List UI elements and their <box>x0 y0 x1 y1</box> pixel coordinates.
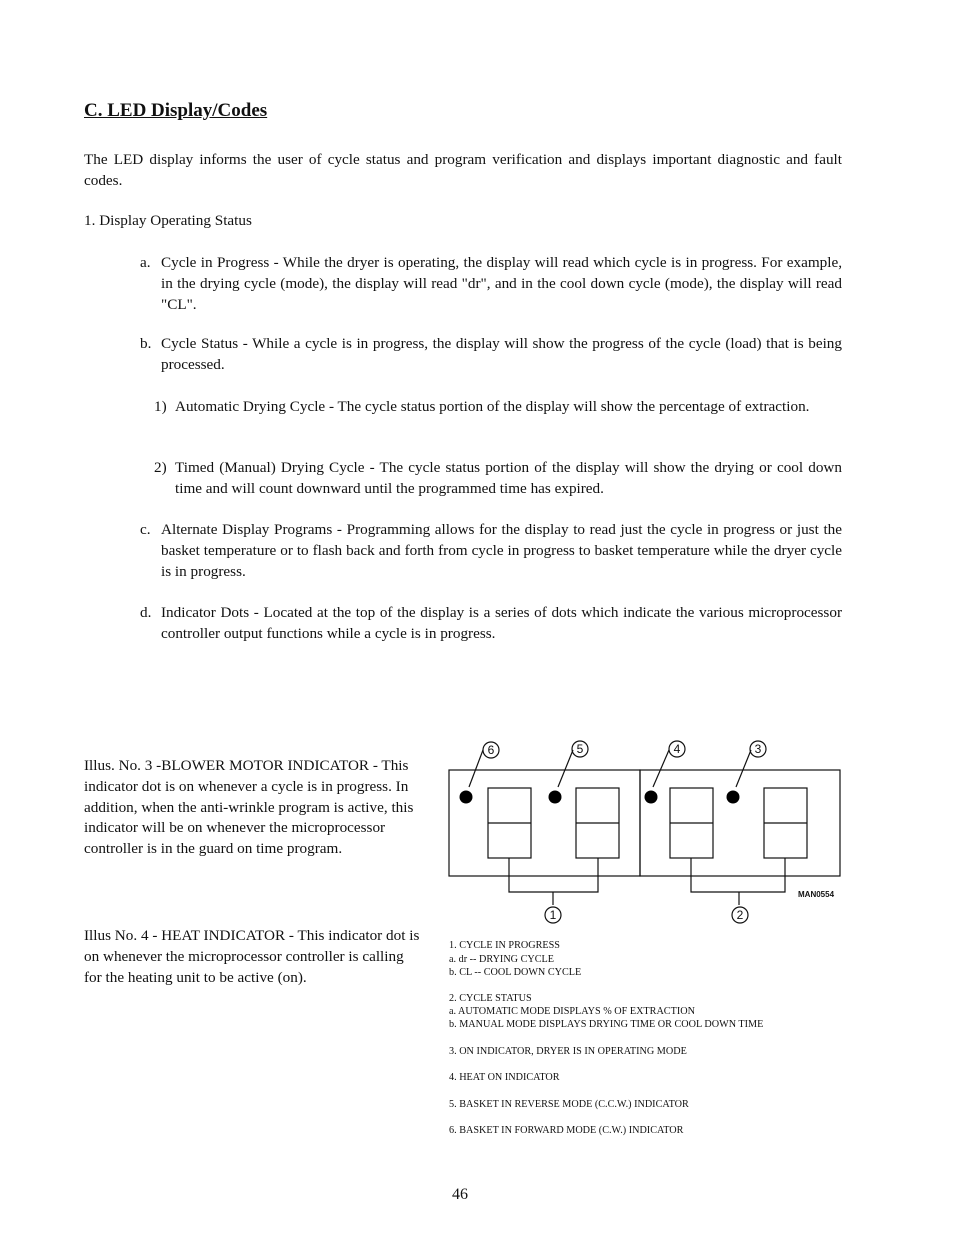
item-b2-label: 2) <box>154 459 167 476</box>
item-b1-label: 1) <box>154 398 167 415</box>
indicator-dot-4 <box>645 791 658 804</box>
legend-1a: a. dr -- DRYING CYCLE <box>449 954 554 965</box>
digit-3 <box>670 788 713 858</box>
callout-3: 3 <box>754 742 762 756</box>
item-b1-text: Automatic Drying Cycle - The cycle status portion of the display will show the percentage of extraction. <box>175 398 810 415</box>
item-a-text: Cycle in Progress - While the dryer is operating, the display will read which cycle is in progress. For example, in the drying cycle (mode), the display will read "dr", and in the cool down cycle (mode), the display will read "CL". <box>161 254 842 313</box>
illus-3-description: Illus. No. 3 -BLOWER MOTOR INDICATOR - This indicator dot is on whenever a cycle is in progress. In addition, when the anti-wrinkle program is active, this indicator will be on whenever the microprocessor controller is in the guard on time program. <box>84 757 414 858</box>
indicator-dot-5 <box>549 791 562 804</box>
item-b2-text: Timed (Manual) Drying Cycle - The cycle status portion of the display will show the drying or cool down time and will count downward until the programmed time has expired. <box>175 459 842 497</box>
callout-5: 5 <box>576 742 584 756</box>
legend-1: 1. CYCLE IN PROGRESS <box>449 940 560 951</box>
illus-4-description: Illus No. 4 - HEAT INDICATOR - This indicator dot is on whenever the microprocessor controller is calling for the heating unit to be active (on). <box>84 927 420 986</box>
legend-2a: a. AUTOMATIC MODE DISPLAYS % OF EXTRACTION <box>449 1006 695 1017</box>
indicator-dot-3 <box>727 791 740 804</box>
callout-4: 4 <box>673 742 681 756</box>
digit-4 <box>764 788 807 858</box>
item-c-text: Alternate Display Programs - Programming allows for the display to read just the cycle in progress or just the basket temperature or to flash back and forth from cycle in progress to basket temperature while the dryer cycle is in progress. <box>161 521 842 580</box>
callout-2: 2 <box>736 908 744 922</box>
item-b1 <box>154 397 842 418</box>
section-1-title: 1. Display Operating Status <box>84 212 252 229</box>
item-b <box>140 334 842 376</box>
item-b-label: b. <box>140 335 152 352</box>
drawing-code: MAN0554 <box>798 890 835 899</box>
item-d-text: Indicator Dots - Located at the top of the display is a series of dots which indicate the various microprocessor controller output functions while a cycle is in progress. <box>161 604 842 642</box>
led-display-diagram <box>440 730 850 930</box>
digit-2 <box>576 788 619 858</box>
item-c-label: c. <box>140 521 151 538</box>
page-number: 46 <box>452 1186 468 1203</box>
indicator-dot-6 <box>460 791 473 804</box>
item-b2 <box>154 458 842 500</box>
callout-1: 1 <box>549 908 557 922</box>
item-a <box>140 253 842 315</box>
item-d-label: d. <box>140 604 152 621</box>
item-d <box>140 603 842 645</box>
digit-1 <box>488 788 531 858</box>
legend-3: 3. ON INDICATOR, DRYER IS IN OPERATING MODE <box>449 1046 687 1057</box>
legend-5: 5. BASKET IN REVERSE MODE (C.C.W.) INDICATOR <box>449 1099 689 1110</box>
legend-4: 4. HEAT ON INDICATOR <box>449 1072 560 1083</box>
section-heading: C. LED Display/Codes <box>84 100 268 121</box>
item-c <box>140 520 842 582</box>
legend-2: 2. CYCLE STATUS <box>449 993 532 1004</box>
legend-2b: b. MANUAL MODE DISPLAYS DRYING TIME OR COOL DOWN TIME <box>449 1019 764 1030</box>
item-b-text: Cycle Status - While a cycle is in progress, the display will show the progress of the cycle (load) that is being processed. <box>161 335 842 373</box>
item-a-label: a. <box>140 254 151 271</box>
legend-1b: b. CL -- COOL DOWN CYCLE <box>449 967 582 978</box>
intro-paragraph: The LED display informs the user of cycle status and program verification and displays important diagnostic and fault codes. <box>84 151 842 189</box>
callout-6: 6 <box>487 743 495 757</box>
legend-6: 6. BASKET IN FORWARD MODE (C.W.) INDICATOR <box>449 1125 684 1136</box>
